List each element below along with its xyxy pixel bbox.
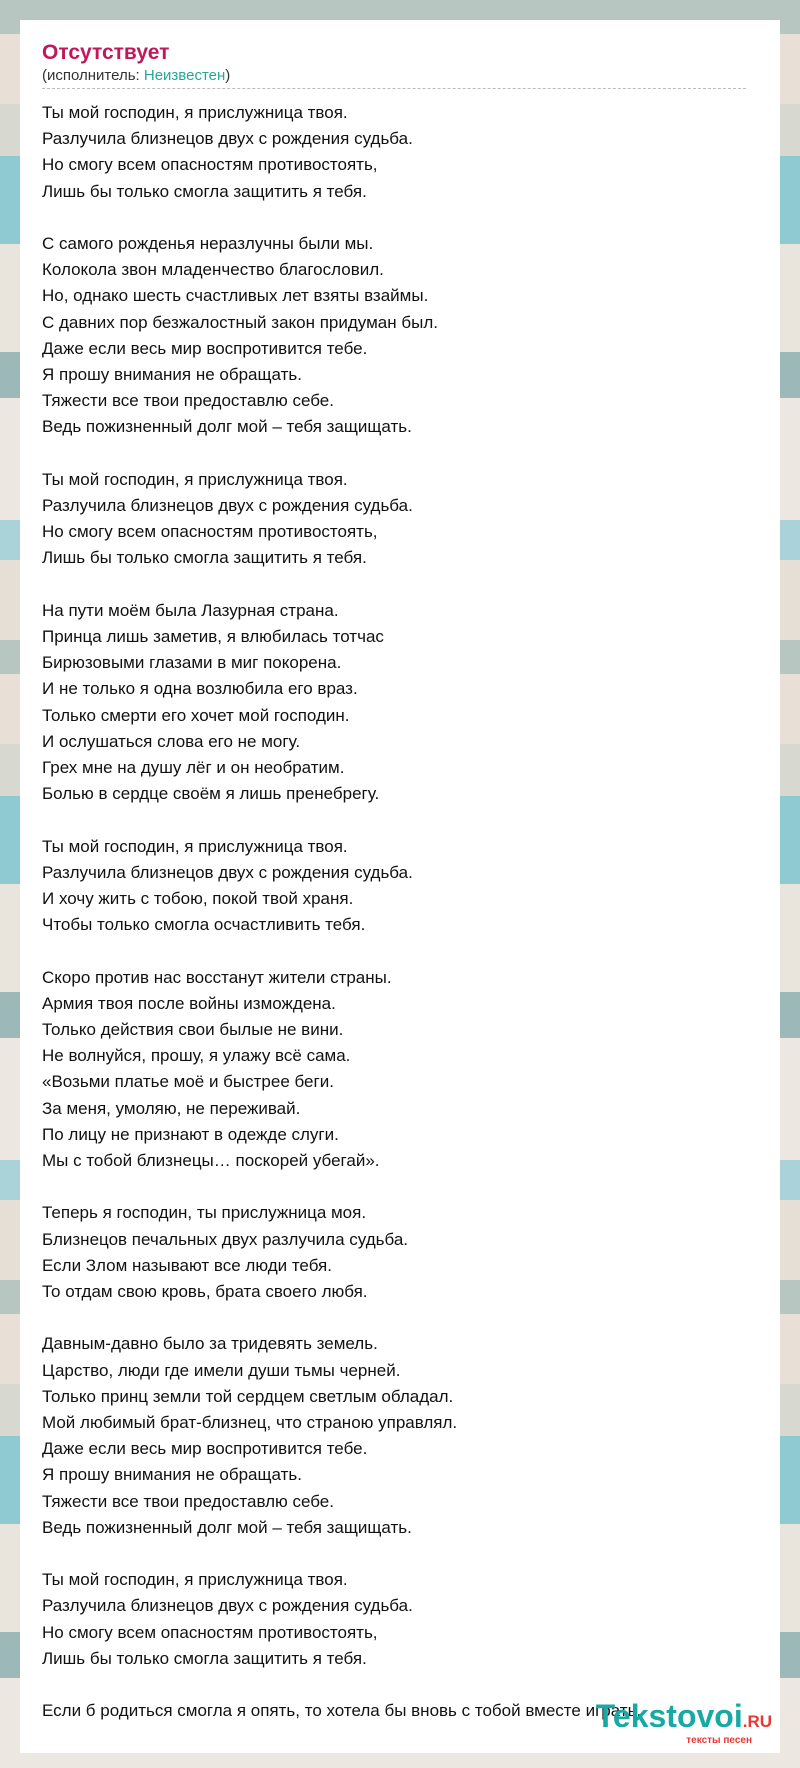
lyrics-line: Разлучила близнецов двух с рождения судьба. — [42, 496, 413, 516]
lyrics-line: Даже если весь мир воспротивится тебе. — [42, 338, 368, 358]
lyrics-line: Если б родиться смогла я опять, то хотела бы вновь с тобой вместе играть. — [42, 1701, 642, 1721]
lyrics-line: Скоро против нас восстанут жители страны. — [42, 967, 392, 987]
lyrics-line: Но, однако шесть счастливых лет взяты взаймы. — [42, 286, 429, 306]
lyrics-line: Ты мой господин, я прислужница твоя. — [42, 1570, 348, 1590]
logo-tld: .RU — [742, 1712, 772, 1731]
lyrics-stanza — [42, 598, 760, 808]
lyrics-line: По лицу не признают в одежде слуги. — [42, 1124, 339, 1144]
lyrics-card — [20, 20, 780, 1753]
lyrics-line: На пути моём была Лазурная страна. — [42, 600, 339, 620]
lyrics-line: Мы с тобой близнецы… поскорей убегай». — [42, 1151, 380, 1171]
artist-prefix: (исполнитель: — [42, 67, 144, 84]
lyrics-stanza — [42, 1331, 760, 1541]
lyrics-body — [42, 100, 760, 1724]
lyrics-line: Я прошу внимания не обращать. — [42, 1465, 302, 1485]
lyrics-stanza — [42, 1200, 760, 1305]
lyrics-line: Царство, люди где имели души тьмы черней. — [42, 1360, 401, 1380]
lyrics-line: Разлучила близнецов двух с рождения судьба. — [42, 862, 413, 882]
artist-link[interactable]: Неизвестен — [143, 67, 226, 84]
lyrics-line: «Возьми платье моё и быстрее беги. — [42, 1072, 334, 1092]
lyrics-line: Мой любимый брат-близнец, что страною управлял. — [42, 1413, 458, 1433]
lyrics-stanza — [42, 231, 760, 441]
lyrics-line: И ослушаться слова его не могу. — [42, 731, 301, 751]
lyrics-line: Ведь пожизненный долг мой – тебя защищать. — [42, 417, 412, 437]
lyrics-line: Принца лишь заметив, я влюбилась тотчас — [42, 627, 384, 647]
song-title: Отсутствует — [42, 41, 170, 64]
lyrics-line: Я прошу внимания не обращать. — [42, 365, 302, 385]
lyrics-line: Только смерти его хочет мой господин. — [42, 705, 350, 725]
artist-line — [42, 66, 746, 89]
lyrics-line: За меня, умоляю, не переживай. — [42, 1098, 301, 1118]
lyrics-line: Грех мне на душу лёг и он необратим. — [42, 758, 345, 778]
lyrics-line: Теперь я господин, ты прислужница моя. — [42, 1203, 367, 1223]
lyrics-stanza — [42, 1567, 760, 1672]
lyrics-line: Не волнуйся, прошу, я улажу всё сама. — [42, 1046, 351, 1066]
lyrics-line: Тяжести все твои предоставлю себе. — [42, 1491, 334, 1511]
lyrics-line: Армия твоя после войны измождена. — [42, 993, 336, 1013]
lyrics-line: Болью в сердце своём я лишь пренебрегу. — [42, 784, 380, 804]
lyrics-line: Только принц земли той сердцем светлым обладал. — [42, 1386, 454, 1406]
lyrics-line: Но смогу всем опасностям противостоять, — [42, 522, 378, 542]
lyrics-line: Ты мой господин, я прислужница твоя. — [42, 103, 348, 122]
lyrics-line: То отдам свою кровь, брата своего любя. — [42, 1282, 368, 1302]
lyrics-line: С самого рожденья неразлучны были мы. — [42, 234, 374, 253]
lyrics-stanza — [42, 467, 760, 572]
lyrics-line: Колокола звон младенчество благословил. — [42, 260, 384, 280]
logo-subtitle: тексты песен — [686, 1735, 752, 1746]
lyrics-line: Даже если весь мир воспротивится тебе. — [42, 1439, 368, 1459]
lyrics-line: Ты мой господин, я прислужница твоя. — [42, 836, 348, 856]
lyrics-line: И не только я одна возлюбила его враз. — [42, 679, 358, 699]
artist-suffix: ) — [225, 67, 231, 84]
lyrics-line: Но смогу всем опасностям противостоять, — [42, 1622, 378, 1642]
lyrics-line: Ведь пожизненный долг мой – тебя защищать. — [42, 1517, 412, 1537]
lyrics-stanza — [42, 965, 760, 1175]
lyrics-line: Близнецов печальных двух разлучила судьба. — [42, 1229, 409, 1249]
lyrics-line: Если Злом называют все люди тебя. — [42, 1255, 332, 1275]
site-logo[interactable] — [595, 1698, 772, 1746]
lyrics-line: Но смогу всем опасностям противостоять, — [42, 155, 378, 175]
lyrics-line: Ты мой господин, я прислужница твоя. — [42, 469, 348, 489]
lyrics-line: И хочу жить с тобою, покой твой храня. — [42, 889, 354, 909]
lyrics-line: Разлучила близнецов двух с рождения судьба. — [42, 1596, 413, 1616]
lyrics-line: Лишь бы только смогла защитить я тебя. — [42, 548, 367, 568]
lyrics-line: Чтобы только смогла осчастливить тебя. — [42, 915, 366, 935]
lyrics-line: Бирюзовыми глазами в миг покорена. — [42, 653, 342, 673]
lyrics-line: Только действия свои былые не вини. — [42, 1020, 344, 1040]
lyrics-stanza — [42, 834, 760, 939]
lyrics-line: С давних пор безжалостный закон придуман был. — [42, 312, 438, 332]
lyrics-line: Лишь бы только смогла защитить я тебя. — [42, 181, 367, 201]
logo-text: Tekstovoi — [595, 1698, 743, 1734]
lyrics-stanza — [42, 100, 760, 205]
lyrics-line: Разлучила близнецов двух с рождения судьба. — [42, 129, 413, 149]
lyrics-line: Тяжести все твои предоставлю себе. — [42, 391, 334, 411]
lyrics-line: Лишь бы только смогла защитить я тебя. — [42, 1648, 367, 1668]
lyrics-line: Давным-давно было за тридевять земель. — [42, 1334, 378, 1354]
